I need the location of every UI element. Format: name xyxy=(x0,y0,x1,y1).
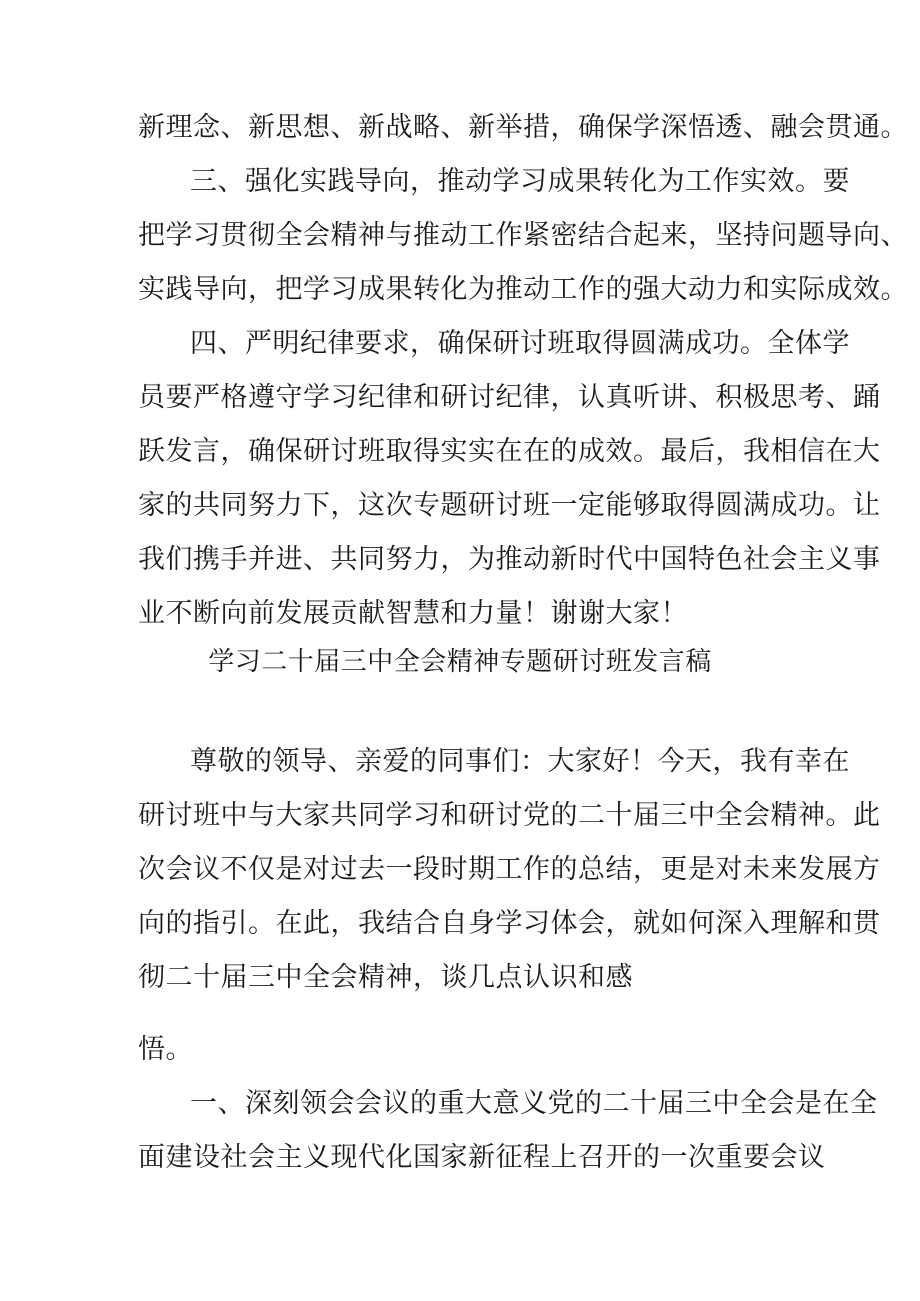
body-line: 把学习贯彻全会精神与推动工作紧密结合起来，坚持问题导向、 xyxy=(138,220,908,251)
section-heading-line: 四、严明纪律要求，确保研讨班取得圆满成功。全体学 xyxy=(190,328,850,359)
body-line: 新理念、新思想、新战略、新举措，确保学深悟透、融会贯通。 xyxy=(138,112,908,143)
body-line: 次会议不仅是对过去一段时期工作的总结，更是对未来发展方 xyxy=(138,854,881,885)
body-line: 悟。 xyxy=(138,1034,193,1065)
body-line: 我们携手并进、共同努力，为推动新时代中国特色社会主义事 xyxy=(138,544,881,575)
section-heading-line: 三、强化实践导向，推动学习成果转化为工作实效。要 xyxy=(190,166,850,197)
body-line: 实践导向，把学习成果转化为推动工作的强大动力和实际成效。 xyxy=(138,274,908,305)
body-line: 家的共同努力下，这次专题研讨班一定能够取得圆满成功。让 xyxy=(138,490,881,521)
body-line: 尊敬的领导、亲爱的同事们：大家好！今天，我有幸在 xyxy=(190,746,850,777)
body-line: 跃发言，确保研讨班取得实实在在的成效。最后，我相信在大 xyxy=(138,436,881,467)
document-title: 学习二十届三中全会精神专题研讨班发言稿 xyxy=(208,647,712,677)
body-line: 员要严格遵守学习纪律和研讨纪律，认真听讲、积极思考、踊 xyxy=(138,382,881,413)
section-heading-line: 一、深刻领会会议的重大意义党的二十届三中全会是在全 xyxy=(190,1088,878,1119)
body-line: 研讨班中与大家共同学习和研讨党的二十届三中全会精神。此 xyxy=(138,800,881,831)
body-line: 业不断向前发展贡献智慧和力量！谢谢大家！ xyxy=(138,598,688,629)
body-line: 彻二十届三中全会精神，谈几点认识和感 xyxy=(138,962,633,993)
body-line: 面建设社会主义现代化国家新征程上召开的一次重要会议 xyxy=(138,1142,826,1173)
body-line: 向的指引。在此，我结合自身学习体会，就如何深入理解和贯 xyxy=(138,908,881,939)
